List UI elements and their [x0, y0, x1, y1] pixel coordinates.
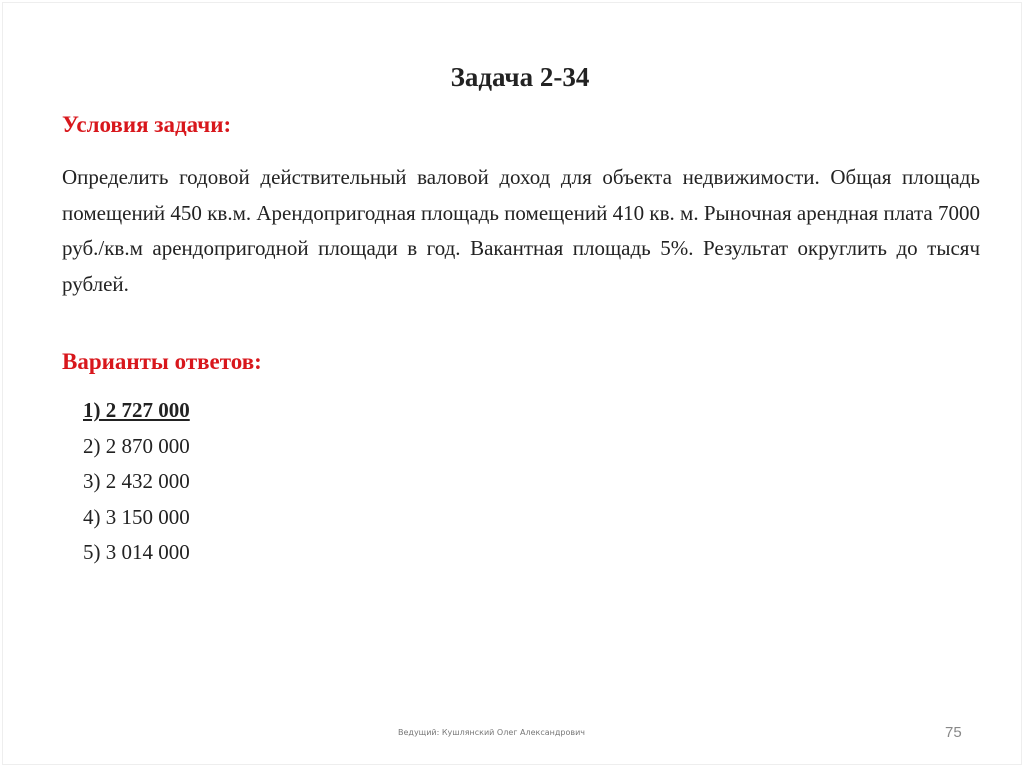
- answer-option-correct: 1) 2 727 000: [83, 398, 190, 422]
- conditions-text: Определить годовой действительный валовой доход для объекта недвижимости. Общая площадь помещений 450 кв.м. Арендопригодная площадь помещений 410 кв. м. Рыночная арендная плата 7000 руб./кв.м арендопригодной площади в год. Вакантная площадь 5%. Результат округлить до тысяч рублей.: [62, 165, 980, 296]
- answer-option: 3) 2 432 000: [83, 469, 190, 493]
- slide-title: Задача 2-34: [450, 62, 590, 92]
- conditions-heading: Условия задачи:: [62, 112, 232, 137]
- answer-option: 4) 3 150 000: [83, 504, 190, 529]
- footer-presenter: Ведущий: Кушлянский Олег Александрович: [398, 728, 586, 737]
- answers-list: [83, 393, 190, 571]
- page-number: 75: [945, 724, 962, 741]
- answer-option: 2) 2 870 000: [83, 433, 190, 458]
- answers-heading: Варианты ответов:: [62, 349, 262, 374]
- answer-option: 5) 3 014 000: [83, 540, 190, 564]
